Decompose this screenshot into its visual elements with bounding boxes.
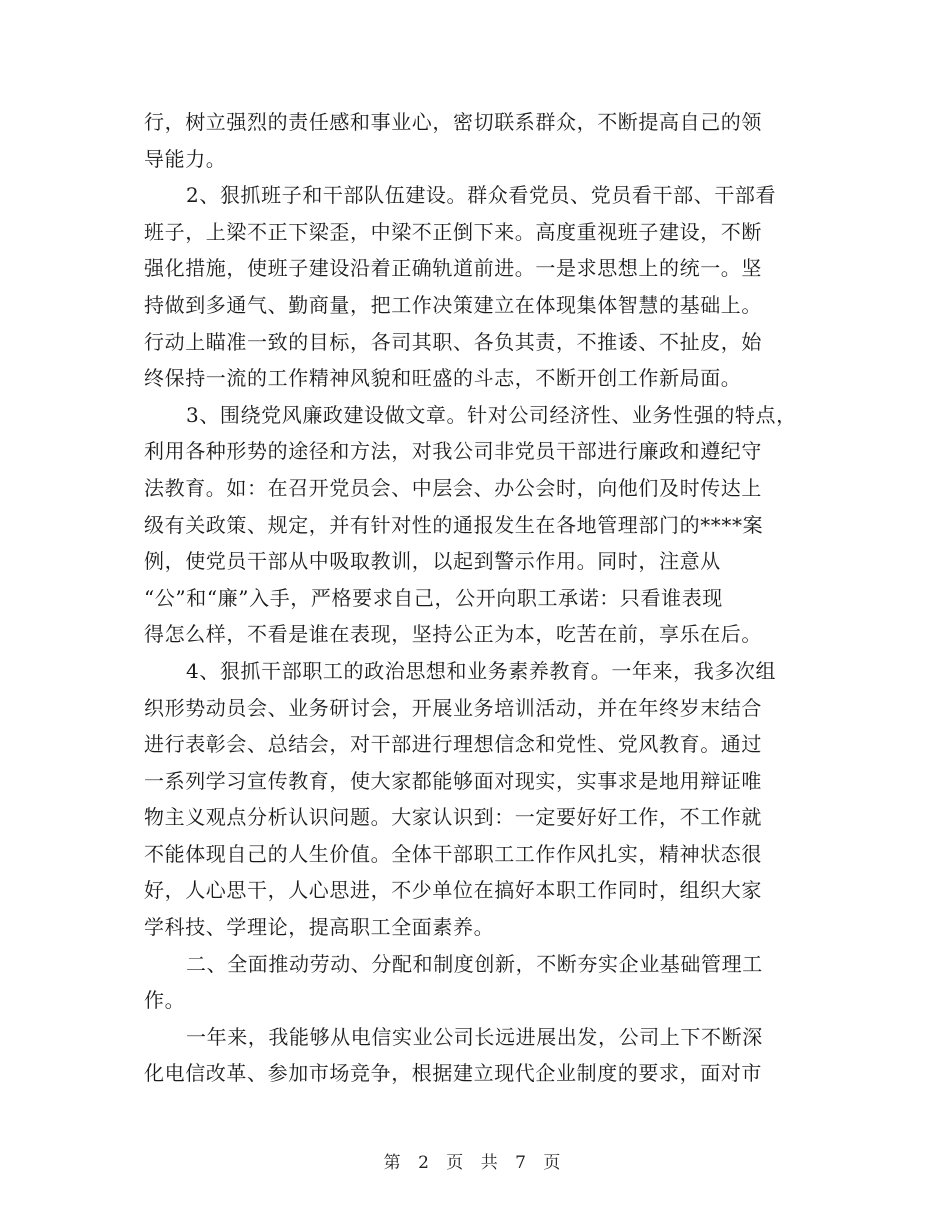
text-line: 物主义观点分析认识问题。大家认识到：一定要好好工作，不工作就 [144,805,762,830]
paragraph-start-line: 3、围绕党风廉政建设做文章。针对公司经济性、业务性强的特点， [186,402,797,427]
text-line: 级有关政策、规定，并有针对性的通报发生在各地管理部门的****案 [144,512,764,537]
text-line: 一系列学习宣传教育，使大家都能够面对现实，实事求是地用辩证唯 [144,768,762,793]
document-body [144,104,824,1092]
text-line: 终保持一流的工作精神风貌和旺盛的斗志，不断开创工作新局面。 [144,366,742,391]
text-line: 得怎么样，不看是谁在表现，坚持公正为本，吃苦在前，享乐在后。 [144,622,762,647]
text-line: 法教育。如：在召开党员会、中层会、办公会时，向他们及时传达上 [144,475,762,500]
text-line: 班子，上梁不正下梁歪，中梁不正倒下来。高度重视班子建设，不断 [144,219,762,244]
text-line: 例，使党员干部从中吸取教训，以起到警示作用。同时，注意从 [144,549,721,574]
paragraph-start-line: 2、狠抓班子和干部队伍建设。群众看党员、党员看干部、干部看 [186,183,777,208]
section-heading-line: 二、全面推动劳动、分配和制度创新，不断夯实企业基础管理工 [186,951,763,976]
text-line: “公”和“廉”入手，严格要求自己，公开向职工承诺：只看谁表现 [144,585,723,610]
section-heading-line: 作。 [144,988,186,1013]
text-line: 好，人心思干，人心思进，不少单位在搞好本职工作同时，组织大家 [144,878,762,903]
paragraph-start-line: 一年来，我能够从电信实业公司长远进展出发，公司上下不断深 [186,1024,763,1049]
text-line: 学科技、学理论，提高职工全面素养。 [144,915,495,940]
text-line: 不能体现自己的人生价值。全体干部职工工作作风扎实，精神状态很 [144,841,762,866]
text-line: 导能力。 [144,146,227,171]
text-line: 进行表彰会、总结会，对干部进行理想信念和党性、党风教育。通过 [144,732,762,757]
text-line: 化电信改革、参加市场竞争，根据建立现代企业制度的要求，面对市 [144,1061,762,1086]
text-line: 强化措施，使班子建设沿着正确轨道前进。一是求思想上的统一。坚 [144,256,762,281]
text-line: 持做到多通气、勤商量，把工作决策建立在体现集体智慧的基础上。 [144,292,762,317]
page-number-footer: 第 2 页 共 7 页 [383,1153,567,1173]
text-line: 行动上瞄准一致的目标，各司其职、各负其责，不推诿、不扯皮，始 [144,329,762,354]
text-line: 织形势动员会、业务研讨会，开展业务培训活动，并在年终岁末结合 [144,695,762,720]
text-line: 利用各种形势的途径和方法，对我公司非党员干部进行廉政和遵纪守 [144,439,762,464]
text-line: 行，树立强烈的责任感和事业心，密切联系群众，不断提高自己的领 [144,110,762,134]
paragraph-start-line: 4、狠抓干部职工的政治思想和业务素养教育。一年来，我多次组 [186,658,777,683]
